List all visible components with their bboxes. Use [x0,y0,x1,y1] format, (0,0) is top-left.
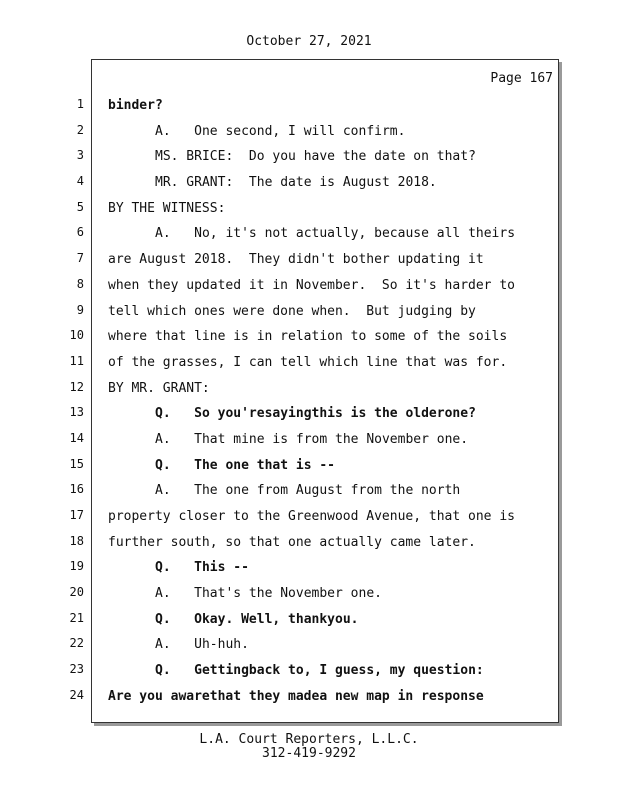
line-text: where that line is in relation to some of the soils [108,329,508,345]
transcript-line [92,504,558,530]
transcript-line [92,453,558,479]
line-text: when they updated it in November. So it's harder to [108,277,515,293]
line-text: Q. The one that is -- [155,457,336,473]
line-text: Q. So you'resayingthis is the olderone? [155,406,476,422]
transcript-line [92,324,558,350]
line-text: A. No, it's not actually, because all theirs [155,226,516,242]
transcript-line [92,581,558,607]
transcript-line [92,247,558,273]
line-number: 2 [76,122,84,137]
transcript-line [92,427,558,453]
transcript-line [92,93,558,119]
line-text: A. One second, I will confirm. [155,123,406,139]
line-number: 11 [69,353,84,368]
transcript-line [92,196,558,222]
line-number: 15 [69,456,84,471]
transcript-line [92,119,558,145]
line-number-column [0,92,86,709]
transcript-line [92,684,558,710]
line-text: BY MR. GRANT: [108,380,210,396]
line-number: 19 [69,559,84,574]
line-text: Q. This -- [155,560,249,576]
line-text: further south, so that one actually came later. [108,534,476,550]
line-text: MS. BRICE: Do you have the date on that? [155,149,476,165]
line-text: Are you awarethat they madea new map in response [108,688,484,704]
line-number: 14 [69,430,84,445]
transcript-line [92,555,558,581]
line-number: 3 [76,148,84,163]
line-text: A. That mine is from the November one. [155,431,469,447]
line-number: 9 [76,302,84,317]
line-text: tell which ones were done when. But judging by [108,303,476,319]
transcript-line [92,530,558,556]
line-number: 22 [69,636,84,651]
line-number: 10 [69,328,84,343]
line-text: property closer to the Greenwood Avenue, that one is [108,509,515,524]
line-text: Q. Okay. Well, thankyou. [155,611,359,627]
line-number: 1 [76,97,84,111]
reporter-company: L.A. Court Reporters, L.L.C. [199,732,419,747]
line-text: MR. GRANT: The date is August 2018. [155,175,437,191]
line-text: are August 2018. They didn't bother updating it [108,252,484,268]
line-number: 12 [69,379,84,394]
transcript-date: October 27, 2021 [246,34,372,49]
transcript-line [92,376,558,402]
line-number: 18 [69,533,84,548]
line-number: 7 [76,251,84,266]
reporter-phone: 312-419-9292 [262,746,356,761]
transcript-line [92,221,558,247]
line-text: A. That's the November one. [155,586,382,602]
transcript-line [92,632,558,658]
line-text: A. Uh-huh. [155,637,249,653]
line-number: 13 [69,405,84,420]
transcript-line [92,273,558,299]
line-number: 5 [76,199,84,214]
transcript-line [92,607,558,633]
transcript-line [92,478,558,504]
line-text: of the grasses, I can tell which line that was for. [108,354,508,370]
transcript-line [92,401,558,427]
line-number: 21 [69,610,84,625]
transcript-line [92,350,558,376]
line-text: A. The one from August from the north [155,483,461,499]
transcript-page [91,59,559,723]
transcript-lines [92,93,558,710]
line-number: 4 [76,174,84,189]
line-text: binder? [108,98,163,113]
line-number: 8 [76,276,84,291]
transcript-line [92,170,558,196]
line-number: 24 [69,687,84,702]
line-number: 20 [69,585,84,600]
line-number: 17 [69,508,84,522]
line-text: Q. Gettingback to, I guess, my question: [155,663,484,679]
transcript-line [92,299,558,325]
footer [0,733,618,761]
transcript-line [92,658,558,684]
page-number: Page 167 [490,71,553,86]
line-number: 16 [69,482,84,497]
line-number: 23 [69,662,84,677]
line-text: BY THE WITNESS: [108,200,226,216]
transcript-line [92,144,558,170]
line-number: 6 [76,225,84,240]
